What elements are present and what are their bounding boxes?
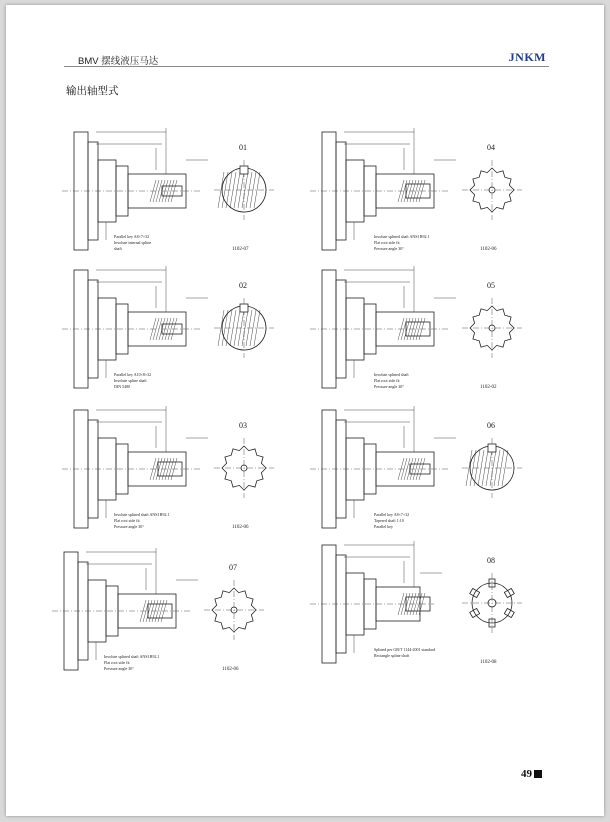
section-title: 输出轴型式: [66, 85, 119, 97]
spec-caption-line: Parallel key: [374, 524, 393, 529]
variant-code: 05: [487, 281, 495, 290]
spec-caption-line: Pressure angle 30°: [104, 666, 134, 671]
variant-code: 04: [487, 143, 495, 152]
header-series-title: BMV 摆线液压马达: [78, 56, 159, 67]
spec-caption-line: Parallel key A8×7×32: [114, 234, 150, 239]
variant-code: 02: [239, 281, 247, 290]
variant-code: 03: [239, 421, 247, 430]
drawing-number: 1102-02: [480, 385, 497, 390]
drawing-panel-08: [310, 541, 522, 665]
page-number: [521, 768, 542, 780]
drawing-panel-02: [62, 266, 274, 389]
spec-caption-line: Tapered shaft 1:10: [374, 518, 404, 523]
spec-caption-line: Involute splined shaft ANSI B92.1: [374, 234, 430, 239]
variant-code: 07: [229, 563, 237, 572]
spec-caption-line: Splined per GB/T 1144-2001 standard: [374, 647, 436, 652]
page-number-marker: [534, 770, 542, 778]
spec-caption-line: Parallel key A8×7×32: [374, 512, 410, 517]
technical-drawings: [6, 5, 604, 816]
page-number-text: 49: [521, 768, 532, 780]
brand-logo: JNKM: [508, 50, 546, 64]
drawing-panel-07: [52, 548, 264, 672]
spec-caption-line: Flat root side fit: [374, 240, 400, 245]
drawing-panel-01: [62, 128, 274, 252]
spec-caption-line: Involute internal spline: [114, 240, 152, 245]
drawing-number: 1102-08: [480, 660, 497, 665]
spec-caption-line: Rectangle spline shaft: [374, 653, 410, 658]
catalog-page: [6, 5, 604, 816]
spec-caption-line: DIN 5480: [114, 384, 131, 389]
spec-caption-line: Involute splined shaft: [374, 372, 409, 377]
spec-caption-line: Involute spline shaft: [114, 378, 147, 383]
spec-caption-line: Pressure angle 30°: [114, 524, 144, 529]
key-slot: [240, 304, 248, 312]
drawing-panel-03: [62, 406, 274, 530]
variant-code: 01: [239, 143, 247, 152]
drawing-panel-06: [310, 406, 522, 529]
spec-caption-line: Flat root side fit: [114, 518, 140, 523]
drawing-number: 1102-07: [232, 247, 249, 252]
spec-caption-line: Parallel key A10×8×32: [114, 372, 152, 377]
drawing-number: 1102-06: [222, 667, 239, 672]
spec-caption-line: Flat root side fit: [104, 660, 130, 665]
key-slot: [488, 444, 496, 452]
drawing-number: 1102-06: [232, 525, 249, 530]
variant-code: 06: [487, 421, 495, 430]
key-slot: [240, 166, 248, 174]
spec-caption-line: Flat root side fit: [374, 378, 400, 383]
spec-caption-line: Involute splined shaft ANSI B92.1: [104, 654, 160, 659]
drawing-number: 1102-06: [480, 247, 497, 252]
variant-code: 08: [487, 556, 495, 565]
spec-caption-line: shaft: [114, 246, 122, 251]
drawing-panel-04: [310, 128, 522, 252]
drawing-panel-05: [310, 266, 522, 390]
spec-caption-line: Pressure angle 30°: [374, 246, 404, 251]
spec-caption-line: Involute splined shaft ANSI B92.1: [114, 512, 170, 517]
spec-caption-line: Pressure angle 30°: [374, 384, 404, 389]
